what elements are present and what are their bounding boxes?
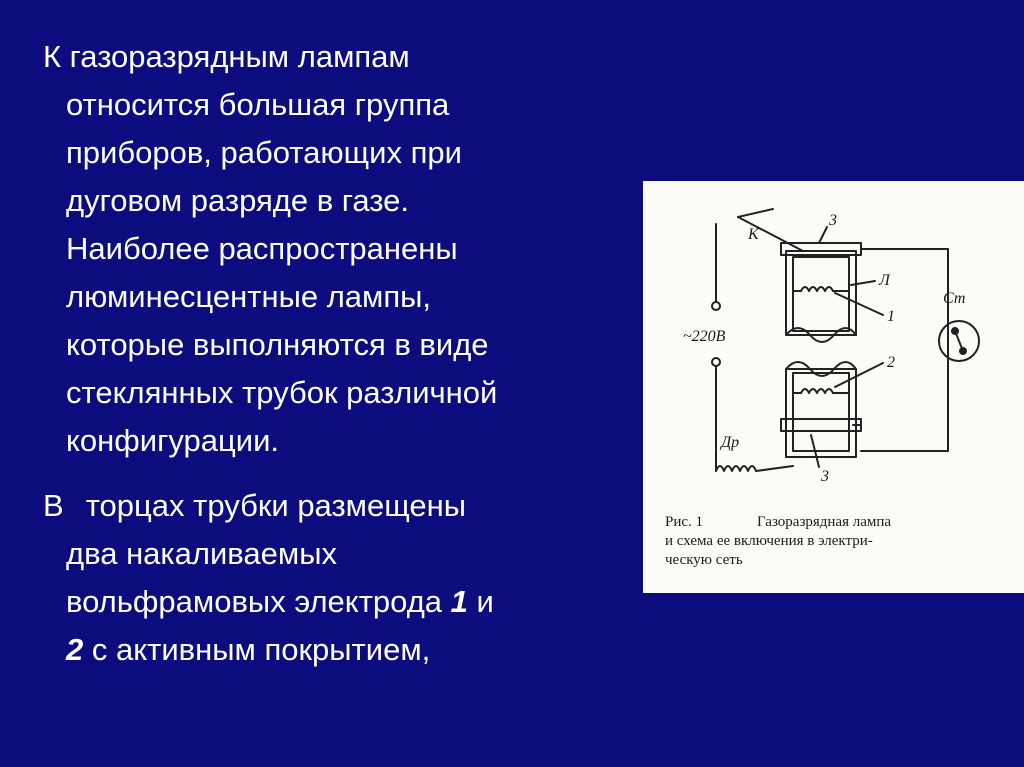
electrode-number: 1 [450,584,468,619]
label-lamp: Л [879,272,890,289]
text-line [43,626,494,674]
label-starter: Ст [943,290,966,307]
text-line: приборов, работающих при [66,135,462,170]
paragraph-intro [43,33,497,465]
electrode-number: 2 [66,632,84,667]
text-line [43,578,494,626]
label-terminal-top: 3 [829,212,837,229]
text-line: стеклянных трубок различной [66,375,498,410]
text-line: люминесцентные лампы, [66,279,432,314]
caption-number: Рис. 1 [665,514,704,530]
text-line: дуговом разряде в газе. [66,183,410,218]
text-fragment: В [43,488,64,523]
text-line: которые выполняются в виде [66,327,489,362]
paragraph-electrodes [43,482,494,674]
text-line [43,482,494,530]
text-fragment: и [476,584,494,619]
text-line: Наиболее распространены [66,231,458,266]
text-fragment: торцах трубки размещены [85,488,467,523]
caption-line: и схема ее включения в электри- [665,533,873,549]
text-fragment: вольфрамовых электрода [66,584,443,619]
text-line: К газоразрядным лампам [43,39,410,74]
label-choke: Др [721,434,740,451]
text-line: относится большая группа [66,87,450,122]
label-electrode-2: 2 [887,354,895,371]
figure-caption [665,513,891,570]
circuit-diagram [643,181,1024,511]
label-terminal-bottom: 3 [821,468,829,485]
caption-title: Газоразрядная лампа [757,514,892,530]
caption-line [665,513,891,532]
caption-line: ческую сеть [665,552,743,568]
label-switch: К [748,226,759,243]
figure-lamp-circuit [643,181,1024,593]
label-electrode-1: 1 [887,308,895,325]
label-voltage: ~220В [683,328,726,345]
text-line: конфигурации. [66,423,280,458]
text-fragment: с активным покрытием, [91,632,431,667]
text-line: два накаливаемых [66,536,338,571]
